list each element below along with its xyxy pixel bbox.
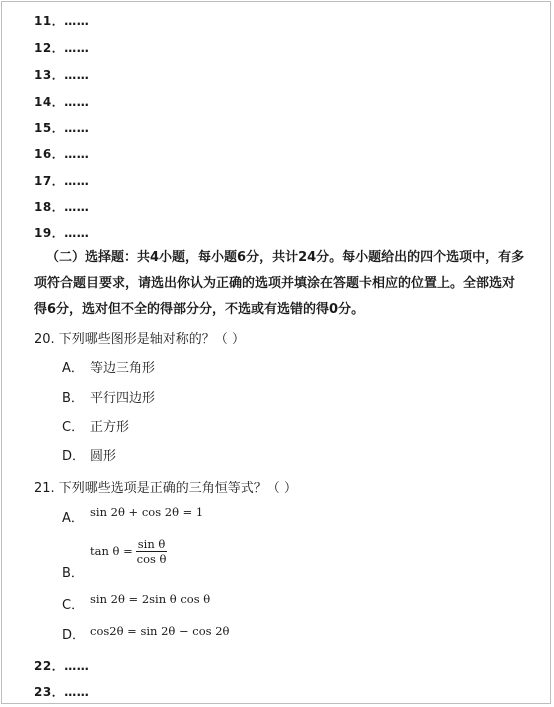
line-17: [34, 172, 89, 189]
q21-option-c: [62, 592, 210, 613]
ellipsis: ……: [64, 95, 90, 109]
formula-lhs: tan θ =: [90, 544, 133, 558]
line-number: 13．: [34, 68, 65, 82]
ellipsis: ……: [64, 147, 90, 161]
option-formula: cos2θ = sin 2θ − cos 2θ: [90, 624, 230, 638]
ellipsis: ……: [64, 121, 90, 135]
question-21-title: 21. 下列哪些选项是正确的三角恒等式？（ ）: [34, 481, 297, 496]
line-number: 23．: [34, 685, 65, 699]
ellipsis: ……: [64, 14, 90, 28]
fraction: [136, 537, 168, 566]
line-15: [34, 119, 89, 136]
line-19: [34, 224, 89, 241]
line-12: [34, 39, 89, 56]
option-letter: C．: [62, 598, 85, 613]
line-number: 12．: [34, 41, 65, 55]
line-13: [34, 66, 89, 83]
ellipsis: ……: [64, 68, 90, 82]
line-number: 19．: [34, 226, 65, 240]
option-letter: C．: [62, 420, 85, 435]
line-number: 22．: [34, 659, 65, 673]
option-formula: sin 2θ = 2sin θ cos θ: [90, 592, 211, 606]
q21-option-d: [62, 624, 229, 643]
option-text: 平行四边形: [90, 391, 156, 406]
option-formula: sin 2θ + cos 2θ = 1: [90, 505, 204, 519]
line-number: 18．: [34, 200, 65, 214]
ellipsis: ……: [64, 226, 90, 240]
line-23: [34, 683, 89, 700]
q21-option-a: [62, 505, 203, 526]
line-18: [34, 198, 89, 215]
ellipsis: ……: [64, 659, 90, 673]
ellipsis: ……: [64, 685, 90, 699]
section-intro: （二）选择题：共4小题，每小题6分，共计24分。每小题给出的四个选项中，有多项符合题目要求，请选出你认为正确的选项并填涂在答题卡相应的位置上。全部选对得6分，选对但不全的得部分分，不选或有选错的得0分。: [34, 250, 525, 317]
option-text: 正方形: [90, 420, 130, 435]
option-letter: A．: [62, 361, 84, 376]
line-14: [34, 93, 89, 110]
line-number: 17．: [34, 174, 65, 188]
line-16: [34, 145, 89, 162]
option-letter: A．: [62, 511, 84, 526]
q20-option-d: [62, 445, 116, 464]
line-number: 15．: [34, 121, 65, 135]
line-number: 16．: [34, 147, 65, 161]
ellipsis: ……: [64, 200, 90, 214]
option-letter: D．: [62, 449, 86, 464]
exam-page: [1, 1, 551, 704]
option-letter: B．: [62, 391, 84, 406]
q20-option-b: [62, 387, 155, 406]
option-letter: B．: [62, 566, 84, 581]
option-text: 圆形: [90, 449, 117, 464]
fraction-denominator: cos θ: [136, 552, 167, 566]
fraction-numerator: sin θ: [137, 537, 166, 551]
option-letter: D．: [62, 628, 86, 643]
q20-option-a: [62, 357, 155, 376]
ellipsis: ……: [64, 174, 90, 188]
q21-option-b: [62, 537, 167, 581]
line-22: [34, 657, 89, 674]
question-20-title: 20. 下列哪些图形是轴对称的？（ ）: [34, 332, 245, 347]
q20-option-c: [62, 416, 129, 435]
line-number: 14．: [34, 95, 65, 109]
option-text: 等边三角形: [90, 361, 156, 376]
ellipsis: ……: [64, 41, 90, 55]
line-number: 11．: [34, 14, 65, 28]
line-11: [34, 12, 89, 29]
